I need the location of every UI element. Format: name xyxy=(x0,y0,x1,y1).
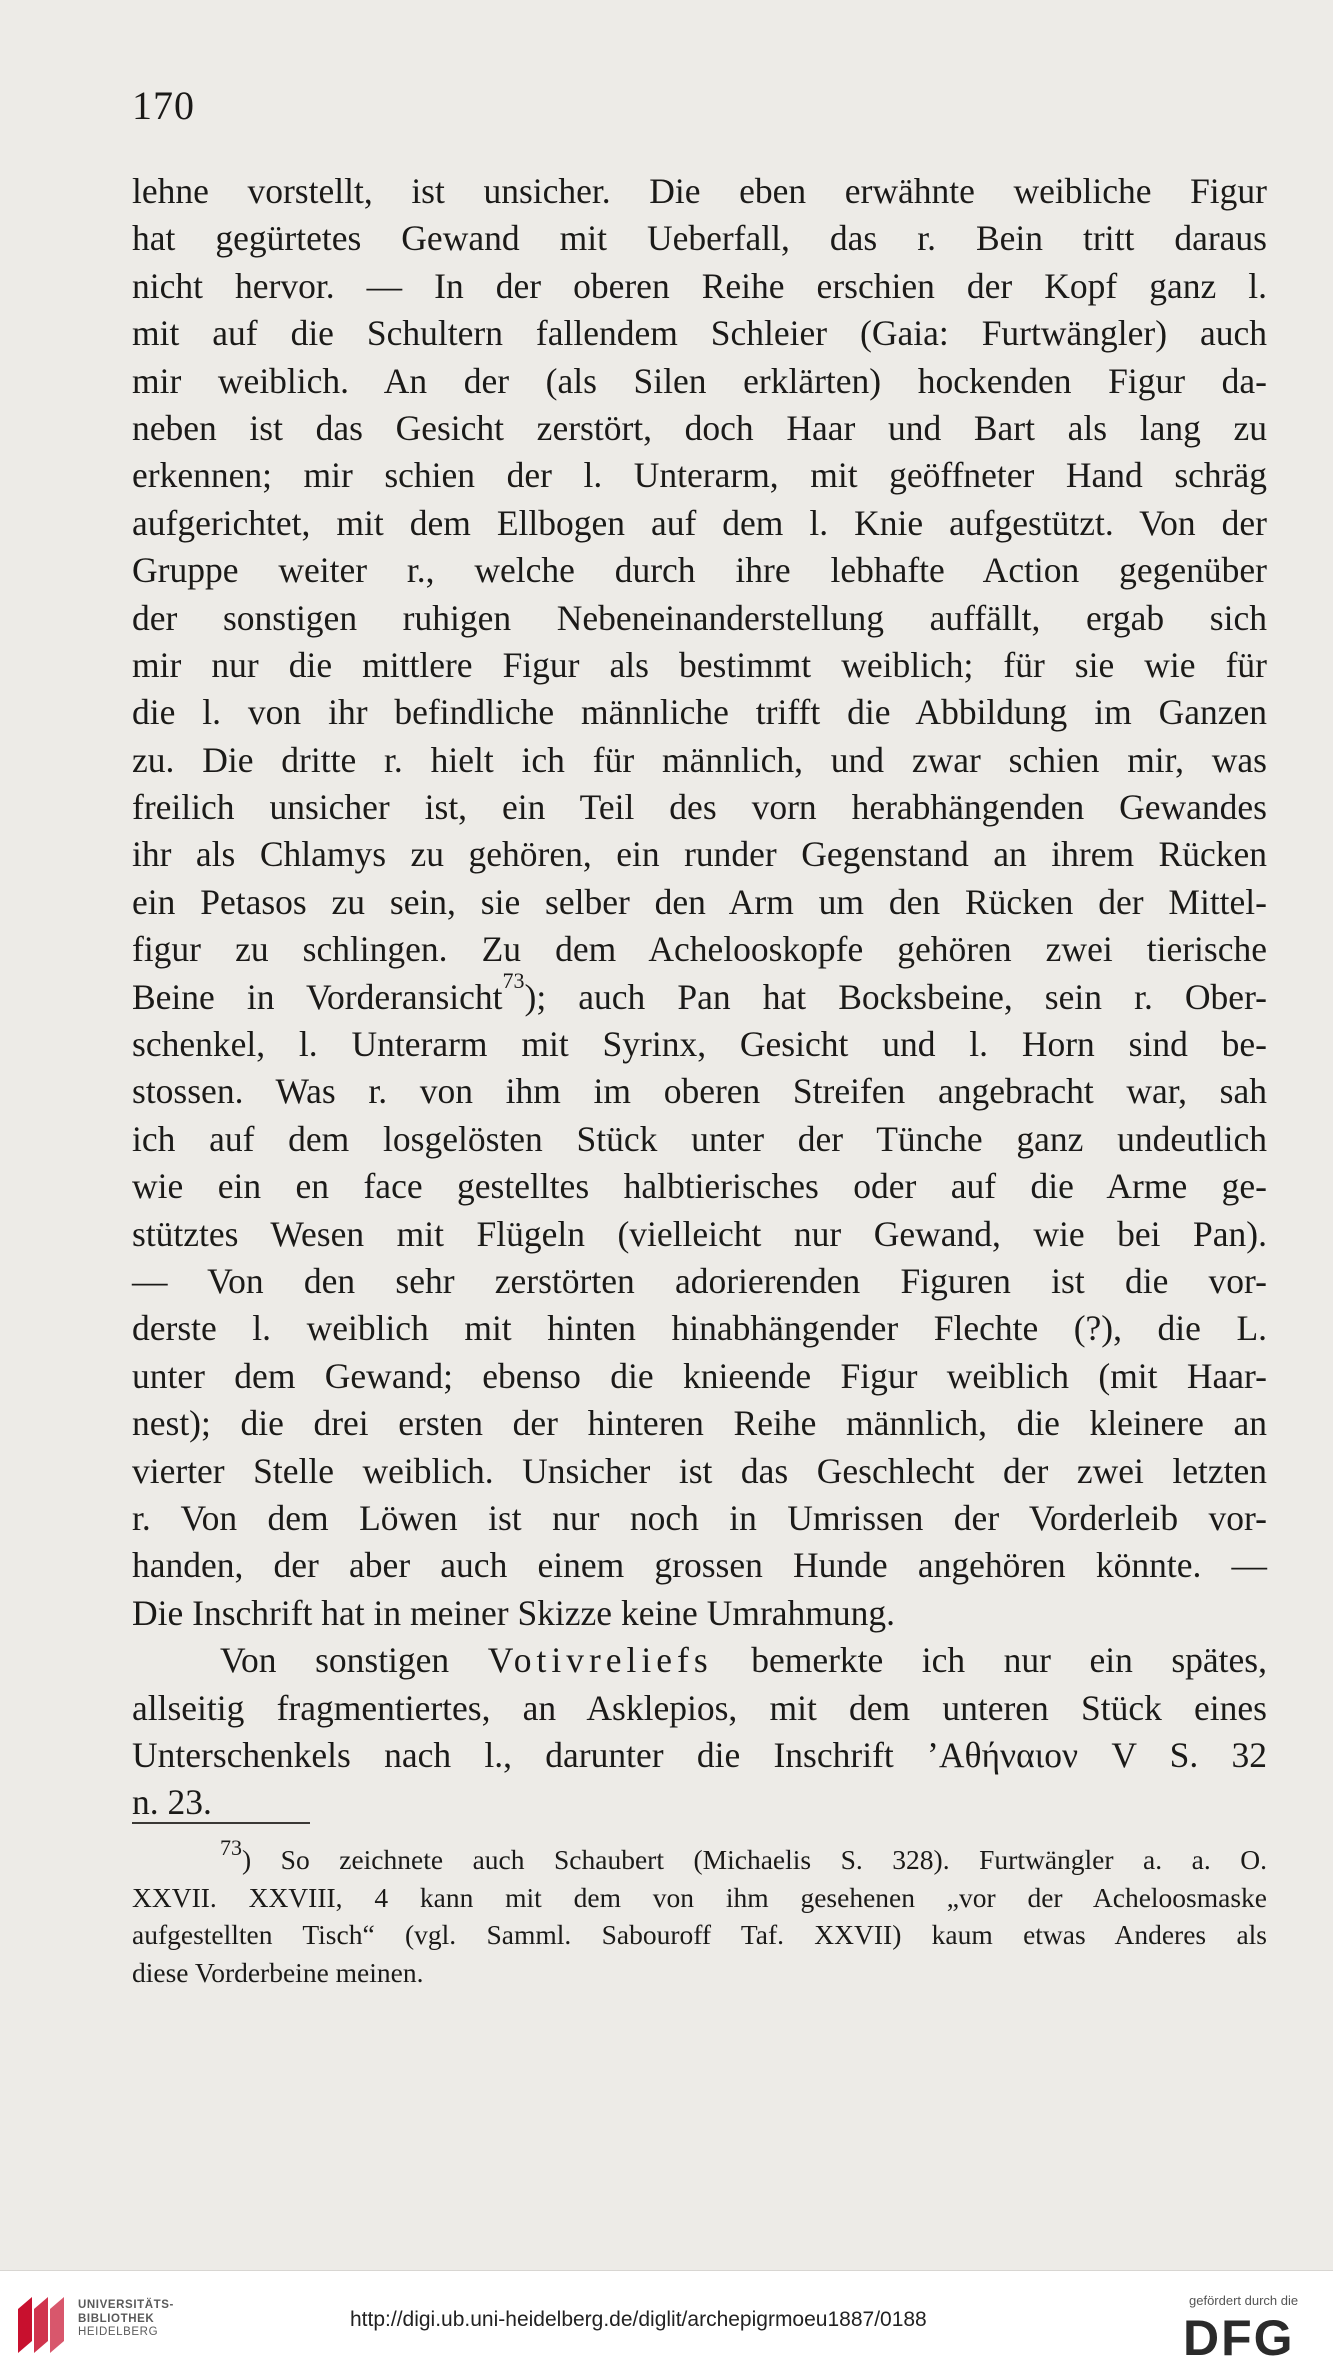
text-line: ein Petasos zu sein, sie selber den Arm um den Rücken der Mittel- xyxy=(132,881,1267,922)
footnote-reference[interactable]: 73 xyxy=(502,967,525,993)
body-text xyxy=(132,168,1267,1827)
text-line: mit auf die Schultern fallendem Schleier (Gaia: Furtwängler) auch xyxy=(132,313,1267,354)
text-line: unter dem Gewand; ebenso die knieende Figur weiblich (mit Haar- xyxy=(132,1355,1267,1396)
emphasized-term: Votivreliefs xyxy=(487,1640,713,1681)
text-segment: ) So zeichnete auch Schaubert (Michaelis S. 328). Furtwängler a. a. O. xyxy=(242,1844,1267,1875)
text-line: Gruppe weiter r., welche durch ihre lebhafte Action gegenüber xyxy=(132,550,1267,591)
footer-bar xyxy=(0,2270,1333,2374)
text-line: allseitig fragmentiertes, an Asklepios, mit dem unteren Stück eines xyxy=(132,1687,1267,1728)
text-line: wie ein en face gestelltes halbtierisches oder auf die Arme ge- xyxy=(132,1166,1267,1207)
footnote-marker: 73 xyxy=(220,1835,242,1860)
text-line: handen, der aber auch einem grossen Hunde angehören könnte. — xyxy=(132,1545,1267,1586)
text-line: stossen. Was r. von ihm im oberen Streifen angebracht war, sah xyxy=(132,1071,1267,1112)
text-line: Die Inschrift hat in meiner Skizze keine Umrahmung. xyxy=(132,1592,896,1633)
text-line: nest); die drei ersten der hinteren Reihe männlich, die kleinere an xyxy=(132,1403,1267,1444)
text-segment: Von sonstigen xyxy=(220,1640,488,1681)
text-line: neben ist das Gesicht zerstört, doch Haar und Bart als lang zu xyxy=(132,407,1267,448)
text-line: derste l. weiblich mit hinten hinabhängender Flechte (?), die L. xyxy=(132,1308,1267,1349)
university-library-logo-icon[interactable] xyxy=(14,2291,68,2357)
permalink-url[interactable]: http://digi.ub.uni-heidelberg.de/diglit/archepigrmoeu1887/0188 xyxy=(350,2308,927,2331)
text-line: r. Von dem Löwen ist nur noch in Umrissen der Vorderleib vor- xyxy=(132,1497,1267,1538)
text-line: vierter Stelle weiblich. Unsicher ist das Geschlecht der zwei letzten xyxy=(132,1450,1267,1491)
text-line: Unterschenkels nach l., darunter die Inschrift ʼΑθήναιον V S. 32 xyxy=(132,1734,1267,1775)
text-line-with-footnote-ref xyxy=(132,967,1267,1021)
text-line: mir weiblich. An der (als Silen erklärten) hockenden Figur da- xyxy=(132,360,1267,401)
text-line: die l. von ihr befindliche männliche trifft die Abbildung im Ganzen xyxy=(132,692,1267,733)
text-line: aufgerichtet, mit dem Ellbogen auf dem l. Knie aufgestützt. Von der xyxy=(132,502,1267,543)
text-line: mir nur die mittlere Figur als bestimmt weiblich; für sie wie für xyxy=(132,644,1267,685)
university-library-name: UNIVERSITÄTS- BIBLIOTHEK HEIDELBERG xyxy=(78,2299,174,2338)
footnote-line: diese Vorderbeine meinen. xyxy=(132,1956,424,1988)
footnote-line: aufgestellten Tisch“ (vgl. Samml. Sabouroff Taf. XXVII) kaum etwas Anderes als xyxy=(132,1919,1267,1950)
text-line: — Von den sehr zerstörten adorierenden Figuren ist die vor- xyxy=(132,1260,1267,1301)
text-line: hat gegürtetes Gewand mit Ueberfall, das r. Bein tritt daraus xyxy=(132,218,1267,259)
text-segment: Beine in Vorderansicht xyxy=(132,976,503,1017)
text-line: zu. Die dritte r. hielt ich für männlich, und zwar schien mir, was xyxy=(132,739,1267,780)
text-line: n. 23. xyxy=(132,1782,212,1823)
footnote-divider xyxy=(132,1822,310,1824)
text-line: freilich unsicher ist, ein Teil des vorn herabhängenden Gewandes xyxy=(132,787,1267,828)
footnote-line xyxy=(132,1835,1267,1879)
text-line: nicht hervor. — In der oberen Reihe erschien der Kopf ganz l. xyxy=(132,265,1267,306)
funder-caption: gefördert durch die xyxy=(1189,2293,1299,2308)
footnote-line: XXVII. XXVIII, 4 kann mit dem von ihm gesehenen „vor der Acheloosmaske xyxy=(132,1881,1267,1913)
text-line: ihr als Chlamys zu gehören, ein runder Gegenstand an ihrem Rücken xyxy=(132,834,1267,875)
text-line: figur zu schlingen. Zu dem Achelooskopfe gehören zwei tierische xyxy=(132,929,1267,970)
dfg-logo[interactable]: DFG xyxy=(1183,2310,1295,2366)
paragraph-start-line xyxy=(132,1637,1267,1684)
footnote xyxy=(132,1835,1267,1991)
text-line: lehne vorstellt, ist unsicher. Die eben erwähnte weibliche Figur xyxy=(132,171,1267,211)
text-line: ich auf dem losgelösten Stück unter der Tünche ganz undeutlich xyxy=(132,1118,1267,1159)
text-line: der sonstigen ruhigen Nebeneinanderstellung auffällt, ergab sich xyxy=(132,597,1267,638)
text-line: schenkel, l. Unterarm mit Syrinx, Gesicht und l. Horn sind be- xyxy=(132,1024,1267,1065)
text-segment: bemerkte ich nur ein spätes, xyxy=(712,1640,1267,1681)
text-segment: ); auch Pan hat Bocksbeine, sein r. Ober- xyxy=(524,976,1267,1017)
text-line: stütztes Wesen mit Flügeln (vielleicht nur Gewand, wie bei Pan). xyxy=(132,1213,1267,1254)
text-line: erkennen; mir schien der l. Unterarm, mit geöffneter Hand schräg xyxy=(132,455,1267,496)
page-number: 170 xyxy=(132,83,195,128)
